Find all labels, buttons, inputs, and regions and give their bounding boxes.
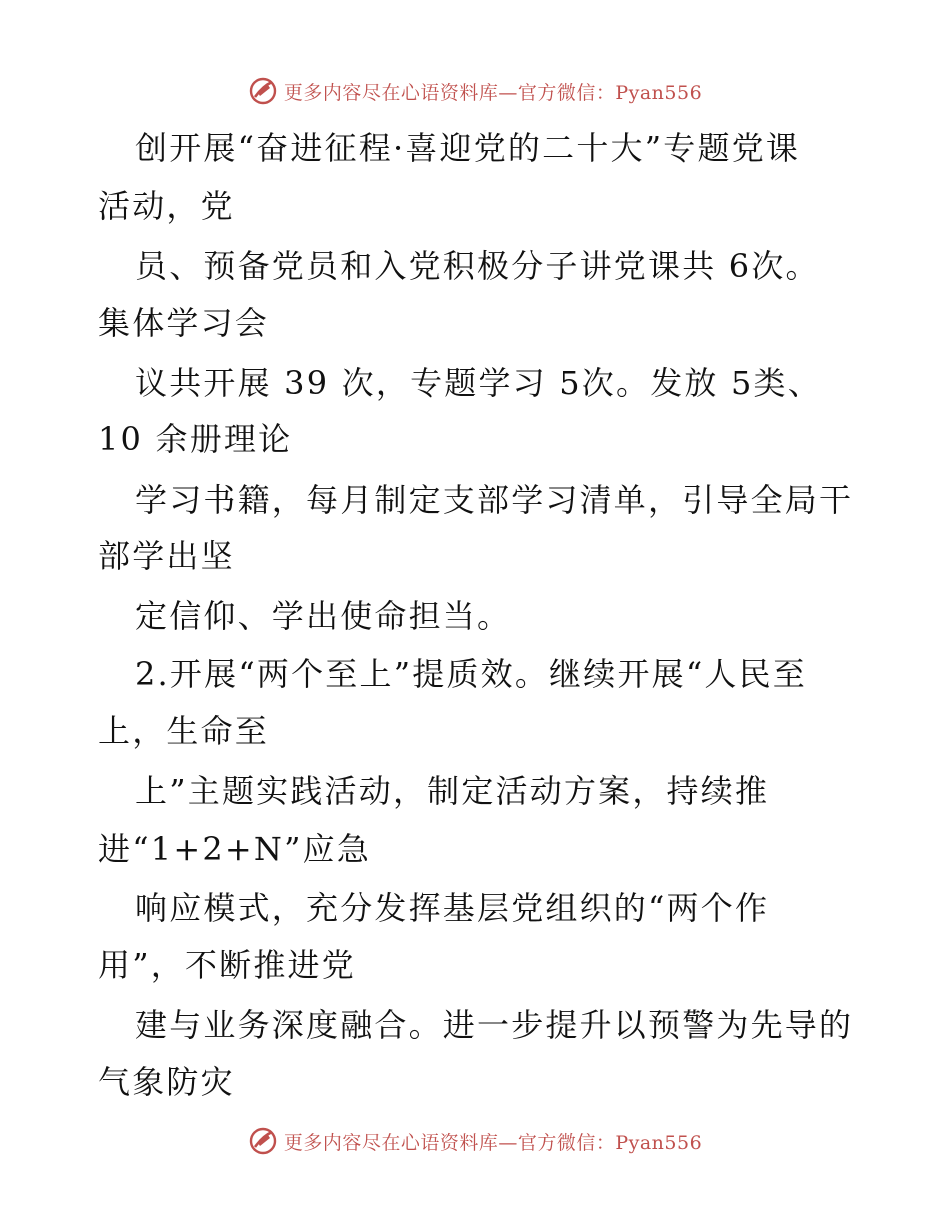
book-pen-logo-icon xyxy=(248,76,278,106)
text-line: 响应模式，充分发挥基层党组织的“两个作 xyxy=(135,889,770,927)
footer-watermark-banner xyxy=(0,1124,950,1158)
text-line: 上，生命至 xyxy=(98,712,270,750)
text-line: 活动，党 xyxy=(98,187,235,225)
text-line: 10 余册理论 xyxy=(98,420,293,458)
text-line: 定信仰、学出使命担当。 xyxy=(135,597,512,635)
text-line: 集体学习会 xyxy=(98,304,270,342)
text-line: 2.开展“两个至上”提质效。继续开展“人民至 xyxy=(135,655,808,693)
header-watermark-banner xyxy=(0,74,950,108)
text-line: 气象防灾 xyxy=(98,1063,235,1101)
text-line: 员、预备党员和入党积极分子讲党课共 6次。 xyxy=(135,247,820,285)
header-watermark-text: 更多内容尽在心语资料库—官方微信：Pyan556 xyxy=(283,81,703,104)
text-line: 议共开展 39 次，专题学习 5次。发放 5类、 xyxy=(135,364,822,402)
text-line: 用”，不断推进党 xyxy=(98,946,356,984)
text-line: 进“1+2+N”应急 xyxy=(98,830,372,868)
text-line: 学习书籍，每月制定支部学习清单，引导全局干 xyxy=(135,481,854,519)
footer-watermark-text: 更多内容尽在心语资料库—官方微信：Pyan556 xyxy=(283,1131,703,1154)
text-line: 建与业务深度融合。进一步提升以预警为先导的 xyxy=(135,1006,854,1044)
text-line: 上”主题实践活动，制定活动方案，持续推 xyxy=(135,772,770,810)
text-line: 部学出坚 xyxy=(98,537,235,575)
book-pen-logo-icon xyxy=(248,1126,278,1156)
text-line: 创开展“奋进征程·喜迎党的二十大”专题党课 xyxy=(135,129,801,167)
